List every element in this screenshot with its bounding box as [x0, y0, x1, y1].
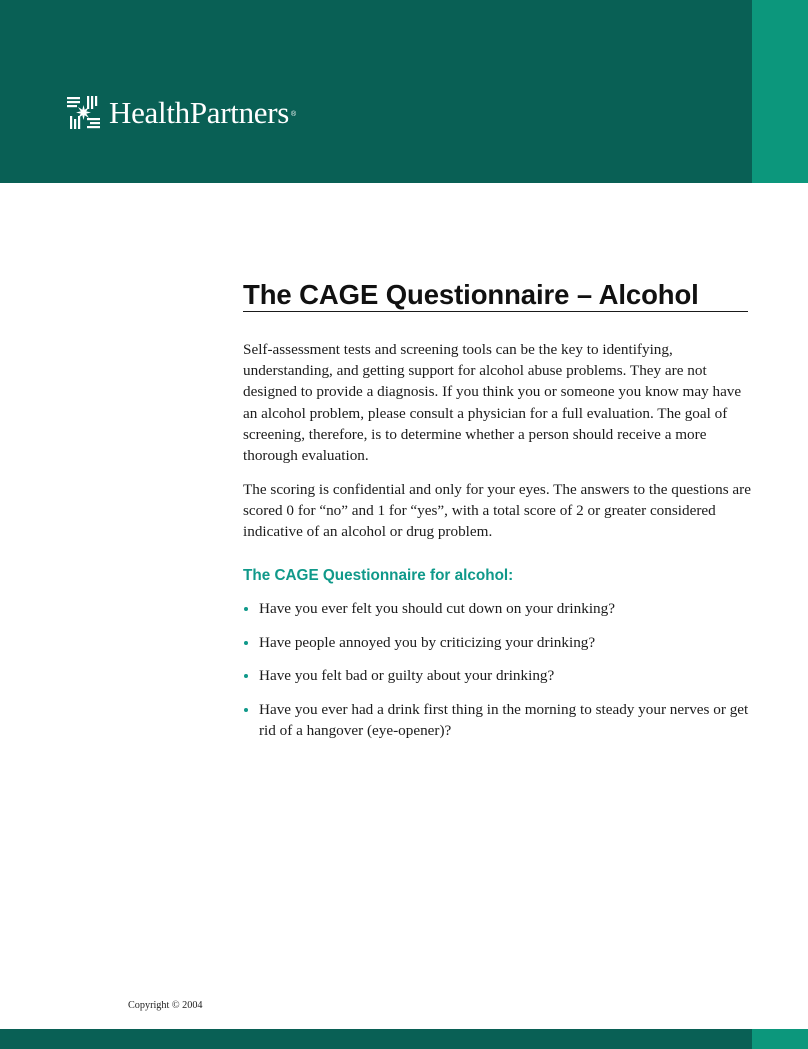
list-item: [243, 665, 753, 686]
footer-accent-stripe: [752, 1029, 808, 1049]
question-text: Have people annoyed you by criticizing your drinking?: [259, 633, 596, 651]
questionnaire-subheading: The CAGE Questionnaire for alcohol:: [243, 567, 514, 584]
list-item: [243, 699, 753, 741]
bullet-icon: [244, 607, 248, 611]
list-item: [243, 598, 753, 619]
list-item: [243, 632, 753, 653]
header-accent-stripe: [752, 0, 808, 183]
healthpartners-starburst-icon: [67, 96, 100, 129]
brand-name: HealthPartners: [109, 94, 290, 130]
bullet-icon: [244, 674, 248, 678]
page-title: The CAGE Questionnaire – Alcohol: [243, 279, 748, 312]
registered-mark: ®: [291, 110, 297, 118]
scoring-paragraph: The scoring is confidential and only for your eyes. The answers to the questions are scored 0 for “no” and 1 for “yes”, with a total score of 2 or greater considered indicative of an alcohol or drug problem.: [243, 481, 751, 541]
healthpartners-logo: [67, 92, 296, 132]
bullet-icon: [244, 708, 248, 712]
question-text: Have you felt bad or guilty about your drinking?: [259, 667, 555, 685]
question-text: Have you ever had a drink first thing in the morning to steady your nerves or get rid of a hangover (eye-opener)?: [259, 701, 749, 740]
intro-paragraph: Self-assessment tests and screening tools can be the key to identifying, understanding, and getting support for alcohol abuse problems. They are not designed to provide a diagnosis. If you think you or someone you know may have an alcohol problem, please consult a physician for a full evaluation. The goal of screening, therefore, is to determine whether a person should receive a more thorough evaluation.: [243, 341, 742, 465]
question-list: [243, 598, 753, 742]
copyright-notice: Copyright © 2004: [128, 1000, 203, 1011]
bullet-icon: [244, 641, 248, 645]
footer-band: [0, 1029, 752, 1049]
question-text: Have you ever felt you should cut down on your drinking?: [259, 600, 615, 617]
